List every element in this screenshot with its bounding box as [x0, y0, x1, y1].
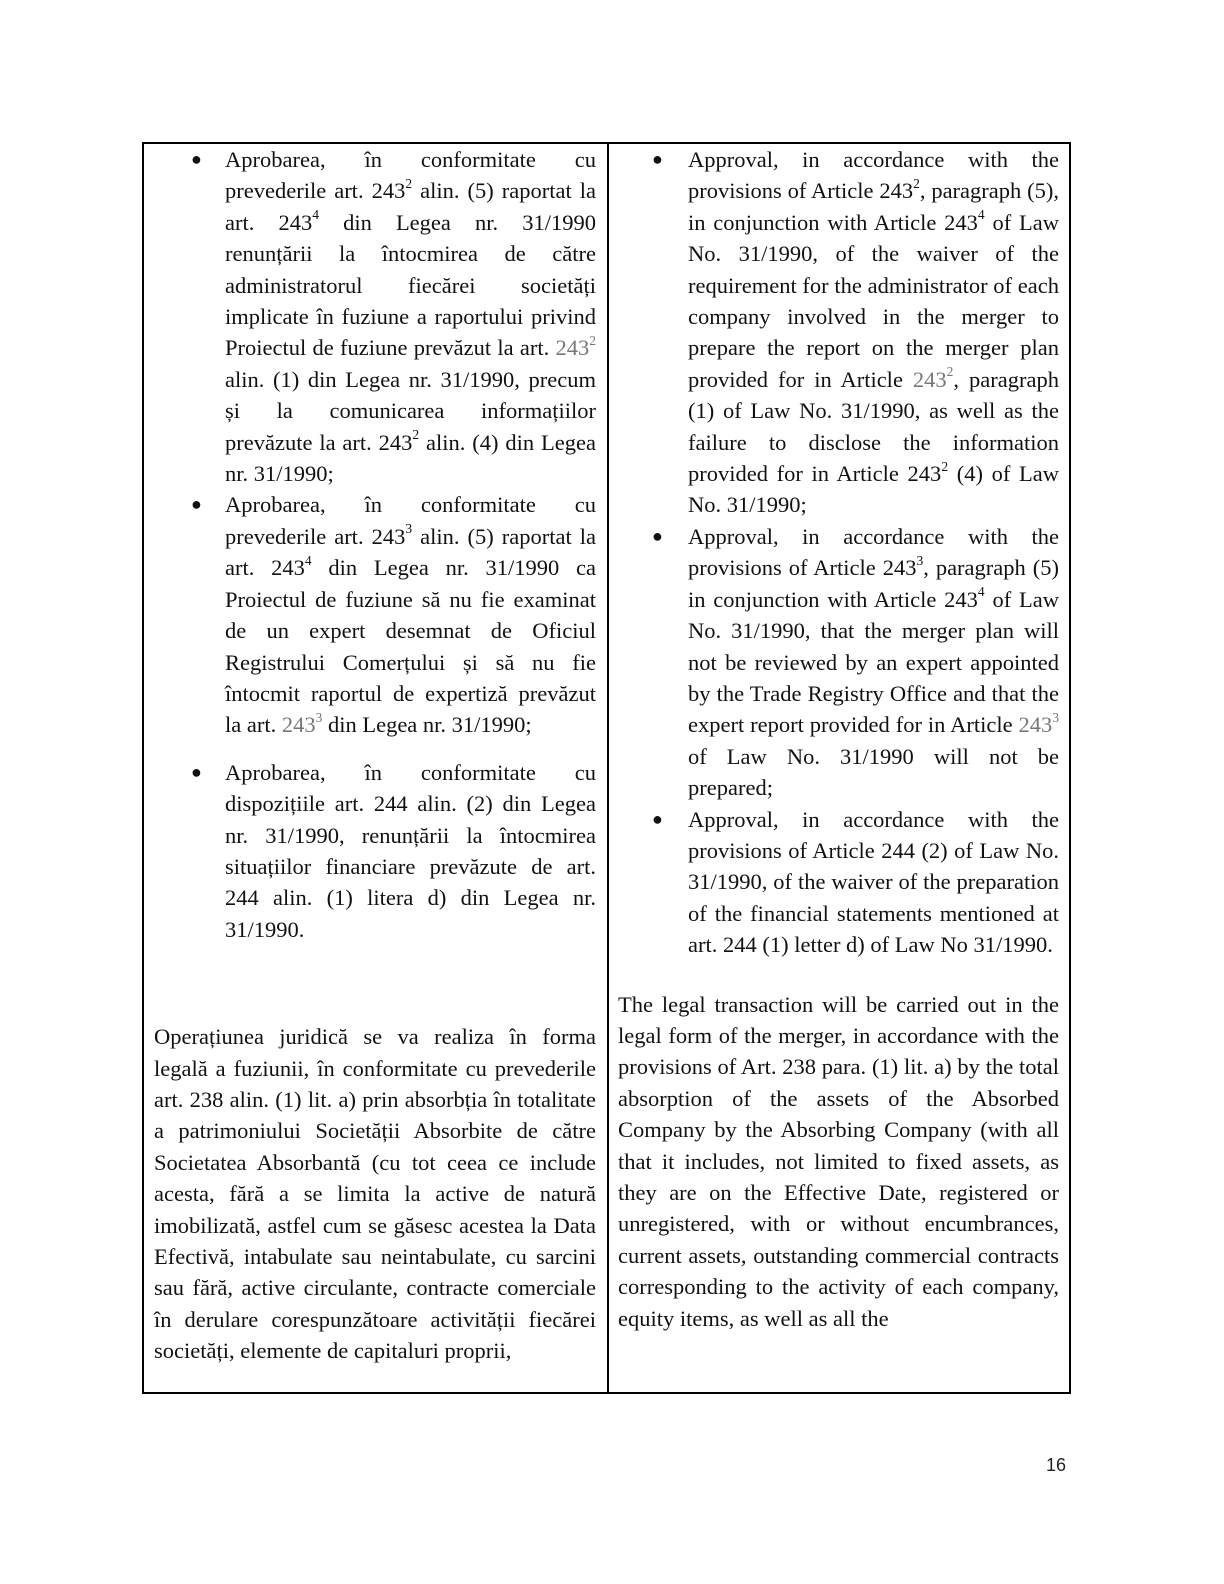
english-paragraph: The legal transaction will be carried out in the legal form of the merger, in accordance with the provisions of Art. 238 para. (1) lit. a) by the total absorption of the assets of the Absorbed Company by the Absorbing Company (with all that it includes, not limited to fixed assets, as they are on the Effective Date, registered or unregistered, with or without encumbrances, current assets, outstanding commercial contracts corresponding to the activity of each company, equity items, as well as all the [618, 991, 1059, 1331]
list-item: ● Approval, in accordance with the provisions of Article $243^2$, paragraph (5), in conjunction with Article $243^4$ of Law No. 31/1990, of the waiver of the requirement for the administrator of each company involved in the merger to prepare the report on the merger plan provided for in Article $243^2$, paragraph (1) of Law No. 31/1990, as well as the failure to disclose the information provided for in Article $243^2$ (4) of Law No. 31/1990; [618, 144, 1059, 521]
romanian-paragraph: Operațiunea juridică se va realiza în forma legală a fuziunii, în conformitate cu prevederile art. 238 alin. (1) lit. a) prin absorbția în totalitate a patrimoniului Societății Absorbite de către Societatea Absorbantă (cu tot ceea ce include acesta, fără a se limita la active de natură imobilizată, astfel cum se găsesc acestea la Data Efectivă, intabulate sau neintabulate, cu sarcini sau fără, active circulante, contracte comerciale în derulare corespunzătoare activității fiecărei societăți, elemente de capitaluri proprii, [154, 1024, 596, 1364]
bullet-icon: ● [652, 149, 663, 169]
romanian-column [144, 144, 609, 1392]
bullet-icon: ● [191, 149, 202, 169]
page-number: 16 [1046, 1455, 1067, 1475]
article-reference: $243^3$ [281, 709, 323, 738]
bilingual-table [142, 142, 1071, 1394]
english-bullet-list [618, 144, 1059, 961]
bullet-icon: ● [652, 525, 663, 546]
english-column [609, 144, 1069, 1392]
list-item: ● Approval, in accordance with the provisions of Article 244 (2) of Law No. 31/1990, of the waiver of the preparation of the financial statements mentioned at art. 244 (1) letter d) of Law No 31/1990. [618, 804, 1059, 961]
bullet-icon: ● [191, 761, 202, 782]
list-item: ● Aprobarea, în conformitate cu prevederile art. $243^2$ alin. (5) raportat la art. $243^4$ din Legea nr. 31/1990 renunțării la întocmirea de către administratorul fiecărei societăți implicate în fuziune a raportului privind Proiectul de fuziune prevăzut la art. $243^2$ alin. (1) din Legea nr. 31/1990, precum și la comunicarea informațiilor prevăzute la art. $243^2$ alin. (4) din Legea nr. 31/1990; [154, 144, 596, 489]
article-reference: $243^2$ [555, 332, 596, 361]
bullet-icon: ● [191, 494, 202, 515]
romanian-bullet-list [154, 144, 596, 945]
list-item: ● Aprobarea, în conformitate cu dispozițiile art. 244 alin. (2) din Legea nr. 31/1990, renunțării la întocmirea situațiilor financiare prevăzute de art. 244 alin. (1) litera d) din Legea nr. 31/1990. [154, 757, 596, 945]
list-item: ● Aprobarea, în conformitate cu prevederile art. $243^3$ alin. (5) raportat la art. $243^4$ din Legea nr. 31/1990 ca Proiectul de fuziune să nu fie examinat de un expert desemnat de Oficiul Registrului Comerțului și să nu fie întocmit raportul de expertiză prevăzut la art. $243^3$ din Legea nr. 31/1990; [154, 489, 596, 740]
list-item: ● Approval, in accordance with the provisions of Article $243^3$, paragraph (5) in conjunction with Article $243^4$ of Law No. 31/1990, that the merger plan will not be reviewed by an expert appointed by the Trade Registry Office and that the expert report provided for in Article $243^3$ of Law No. 31/1990 will not be prepared; [618, 521, 1059, 804]
bullet-icon: ● [652, 808, 663, 829]
article-reference: $243^3$ [1018, 709, 1059, 738]
article-reference: $243^2$ [912, 364, 954, 392]
